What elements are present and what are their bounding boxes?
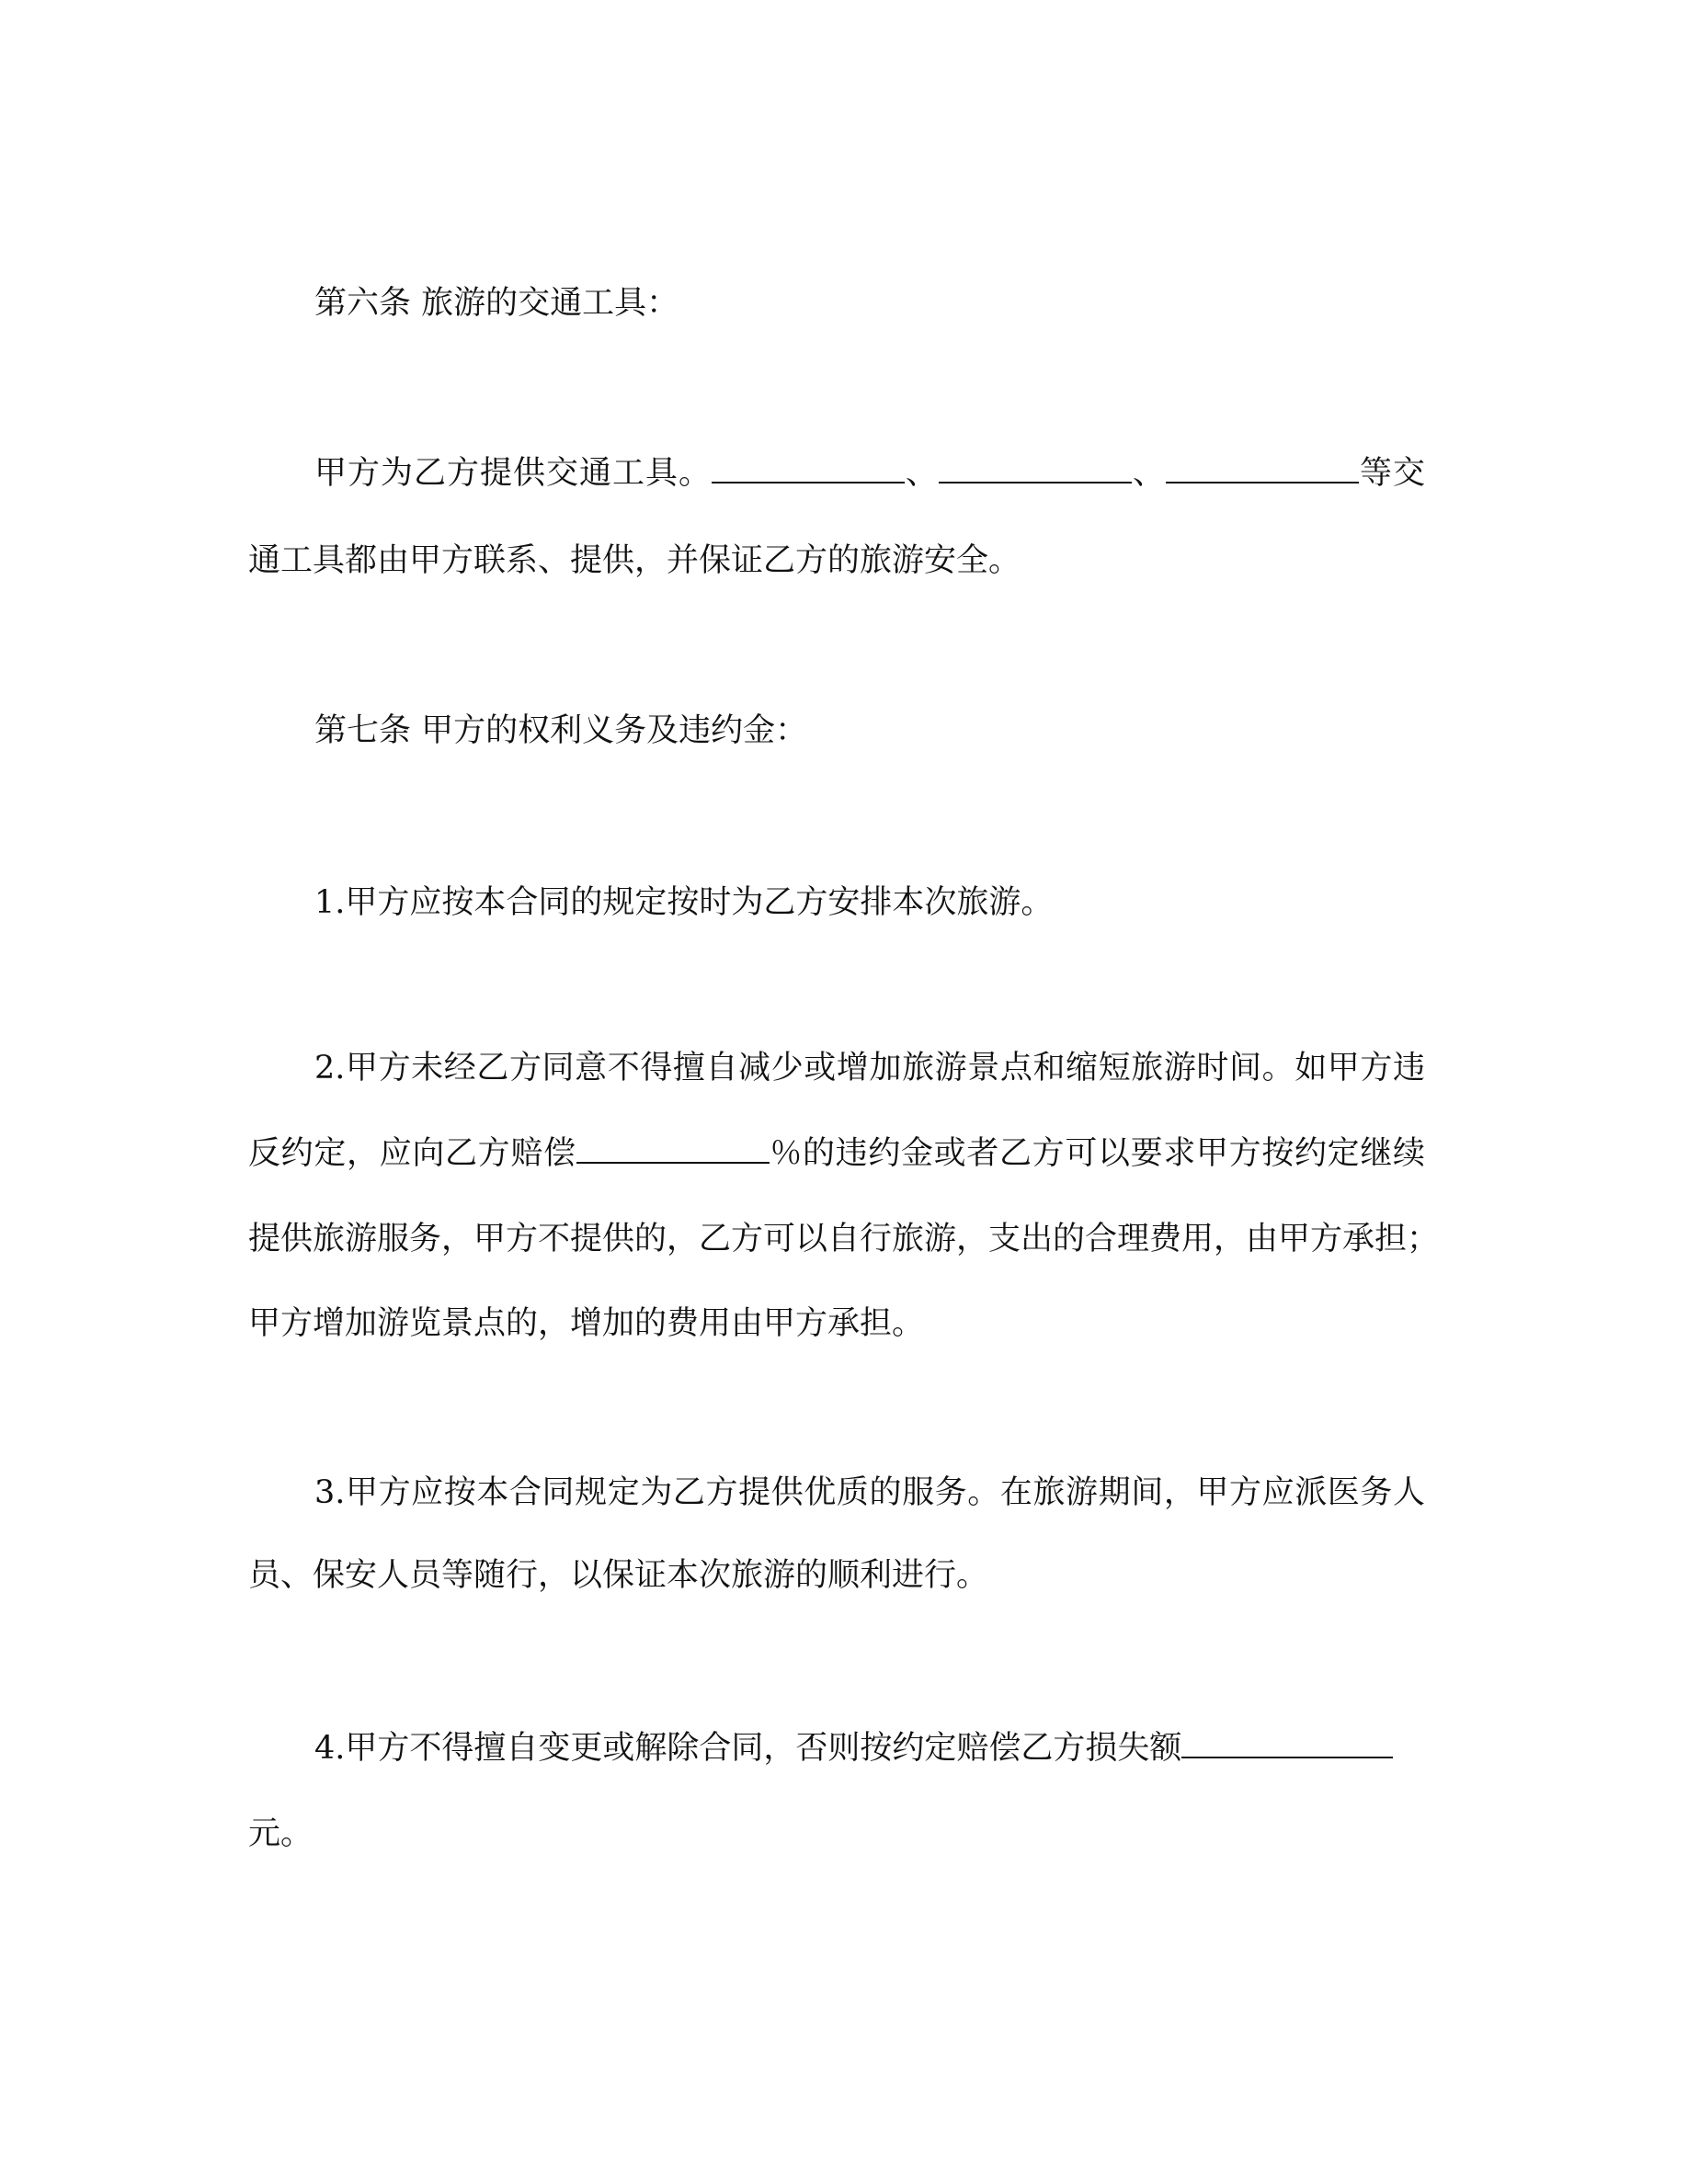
article-7-item-4-line-2: 元。 (248, 1815, 314, 1852)
article-7-item-1: 1.甲方应按本合同的规定按时为乙方安排本次旅游。 (314, 884, 1054, 921)
transport-blank-2[interactable] (939, 454, 1132, 483)
article-7-item-2-line-2 (248, 1133, 1425, 1174)
article-6-paragraph-line-1 (314, 453, 1425, 494)
separator: 、 (904, 455, 939, 492)
text: 甲方为乙方提供交通工具。 (314, 455, 712, 492)
transport-blank-3[interactable] (1166, 454, 1359, 483)
article-7-heading: 第七条 甲方的权利义务及违约金： (314, 712, 808, 749)
text: 等交 (1358, 455, 1425, 492)
text: ％的违约金或者乙方可以要求甲方按约定继续 (769, 1135, 1425, 1172)
article-7-item-4-line-1 (314, 1728, 1425, 1769)
text: 4.甲方不得擅自变更或解除合同，否则按约定赔偿乙方损失额 (314, 1730, 1182, 1767)
transport-blank-1[interactable] (712, 454, 905, 483)
article-7-item-3-line-1: 3.甲方应按本合同规定为乙方提供优质的服务。在旅游期间，甲方应派医务人 (314, 1474, 1425, 1511)
penalty-percent-blank[interactable] (576, 1134, 770, 1164)
article-7-item-3-line-2: 员、保安人员等随行，以保证本次旅游的顺利进行。 (248, 1557, 989, 1594)
separator: 、 (1131, 455, 1166, 492)
article-7-item-2-line-1: 2.甲方未经乙方同意不得擅自减少或增加旅游景点和缩短旅游时间。如甲方违 (314, 1050, 1425, 1086)
article-6-heading: 第六条 旅游的交通工具： (314, 285, 679, 322)
text: 反约定，应向乙方赔偿 (248, 1135, 576, 1172)
article-7-item-2-line-3: 提供旅游服务，甲方不提供的，乙方可以自行旅游，支出的合理费用，由甲方承担； (248, 1221, 1440, 1257)
article-6-paragraph-line-2: 通工具都由甲方联系、提供，并保证乙方的旅游安全。 (248, 542, 1021, 579)
loss-amount-blank[interactable] (1181, 1729, 1393, 1758)
article-7-item-2-line-4: 甲方增加游览景点的，增加的费用由甲方承担。 (248, 1305, 925, 1342)
